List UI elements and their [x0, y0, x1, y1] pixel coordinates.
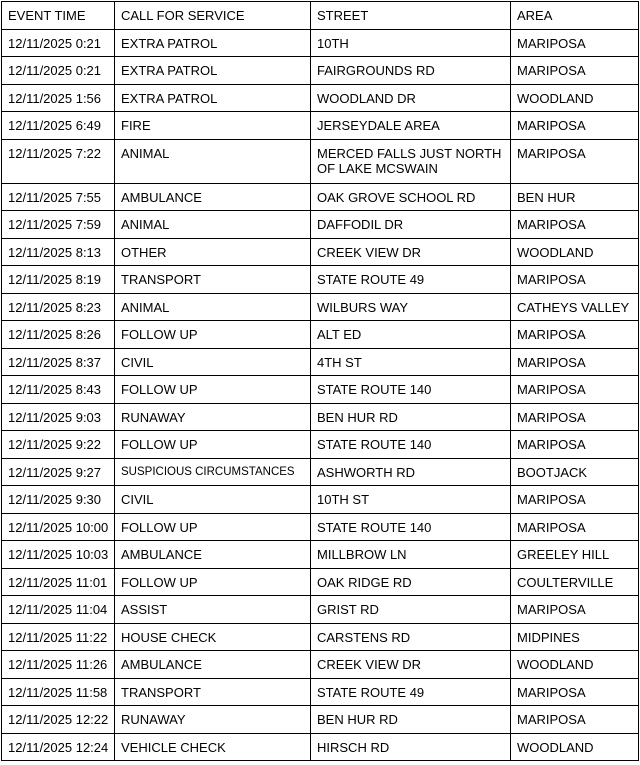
- cell-call-for-service: ASSIST: [115, 596, 311, 624]
- cell-call-for-service: FOLLOW UP: [115, 513, 311, 541]
- cell-call-for-service: FOLLOW UP: [115, 321, 311, 349]
- cell-area: MARIPOSA: [511, 486, 639, 514]
- table-row: [2, 541, 639, 569]
- table-row: [2, 568, 639, 596]
- cell-call-for-service: FIRE: [115, 112, 311, 140]
- header-call-for-service: CALL FOR SERVICE: [115, 2, 311, 30]
- cell-event-time: 12/11/2025 10:00: [2, 513, 115, 541]
- cell-street: BEN HUR RD: [311, 706, 511, 734]
- table-row: [2, 596, 639, 624]
- table-row: [2, 238, 639, 266]
- cell-area: COULTERVILLE: [511, 568, 639, 596]
- table-row: [2, 321, 639, 349]
- cell-event-time: 12/11/2025 1:56: [2, 84, 115, 112]
- table-row: [2, 403, 639, 431]
- cell-area: GREELEY HILL: [511, 541, 639, 569]
- cell-event-time: 12/11/2025 12:22: [2, 706, 115, 734]
- cell-call-for-service: AMBULANCE: [115, 541, 311, 569]
- cell-area: MARIPOSA: [511, 112, 639, 140]
- cell-street: HIRSCH RD: [311, 733, 511, 761]
- cell-call-for-service: RUNAWAY: [115, 706, 311, 734]
- cell-area: MARIPOSA: [511, 29, 639, 57]
- cell-call-for-service: ANIMAL: [115, 139, 311, 183]
- cell-area: MARIPOSA: [511, 321, 639, 349]
- table-row: [2, 486, 639, 514]
- cell-call-for-service: HOUSE CHECK: [115, 623, 311, 651]
- table-row: [2, 513, 639, 541]
- cell-event-time: 12/11/2025 11:58: [2, 678, 115, 706]
- table-row: [2, 29, 639, 57]
- cell-event-time: 12/11/2025 9:27: [2, 458, 115, 486]
- cell-street: STATE ROUTE 140: [311, 376, 511, 404]
- cell-area: MARIPOSA: [511, 348, 639, 376]
- cell-street: 4TH ST: [311, 348, 511, 376]
- header-area: AREA: [511, 2, 639, 30]
- cell-event-time: 12/11/2025 9:30: [2, 486, 115, 514]
- cell-event-time: 12/11/2025 8:23: [2, 293, 115, 321]
- cell-call-for-service: AMBULANCE: [115, 651, 311, 679]
- table-row: [2, 112, 639, 140]
- cell-street: BEN HUR RD: [311, 403, 511, 431]
- cell-event-time: 12/11/2025 8:19: [2, 266, 115, 294]
- cell-call-for-service: EXTRA PATROL: [115, 29, 311, 57]
- cell-street: ASHWORTH RD: [311, 458, 511, 486]
- cell-call-for-service: CIVIL: [115, 348, 311, 376]
- table-row: [2, 623, 639, 651]
- cell-area: MARIPOSA: [511, 403, 639, 431]
- cell-street: JERSEYDALE AREA: [311, 112, 511, 140]
- cell-event-time: 12/11/2025 0:21: [2, 57, 115, 85]
- cell-area: MARIPOSA: [511, 431, 639, 459]
- table-row: [2, 211, 639, 239]
- header-event-time: EVENT TIME: [2, 2, 115, 30]
- table-row: [2, 84, 639, 112]
- cell-call-for-service: EXTRA PATROL: [115, 57, 311, 85]
- cell-call-for-service: OTHER: [115, 238, 311, 266]
- cell-street: STATE ROUTE 49: [311, 266, 511, 294]
- cell-event-time: 12/11/2025 7:22: [2, 139, 115, 183]
- table-row: [2, 678, 639, 706]
- cell-street: WOODLAND DR: [311, 84, 511, 112]
- cell-street: STATE ROUTE 140: [311, 431, 511, 459]
- table-row: [2, 183, 639, 211]
- table-row: [2, 348, 639, 376]
- cell-call-for-service: VEHICLE CHECK: [115, 733, 311, 761]
- table-row: [2, 139, 639, 183]
- cell-area: MARIPOSA: [511, 266, 639, 294]
- table-row: [2, 733, 639, 761]
- cell-call-for-service: TRANSPORT: [115, 266, 311, 294]
- cell-call-for-service: TRANSPORT: [115, 678, 311, 706]
- cell-street: CARSTENS RD: [311, 623, 511, 651]
- cell-street: STATE ROUTE 140: [311, 513, 511, 541]
- cell-area: MARIPOSA: [511, 678, 639, 706]
- cell-street: OAK RIDGE RD: [311, 568, 511, 596]
- cell-street: 10TH: [311, 29, 511, 57]
- cell-area: WOODLAND: [511, 733, 639, 761]
- cell-area: BEN HUR: [511, 183, 639, 211]
- table-row: [2, 651, 639, 679]
- cell-event-time: 12/11/2025 7:59: [2, 211, 115, 239]
- cell-event-time: 12/11/2025 9:03: [2, 403, 115, 431]
- cell-call-for-service: AMBULANCE: [115, 183, 311, 211]
- table-body: [2, 29, 639, 761]
- table-row: [2, 293, 639, 321]
- cell-call-for-service: FOLLOW UP: [115, 568, 311, 596]
- cell-street: MILLBROW LN: [311, 541, 511, 569]
- cell-event-time: 12/11/2025 9:22: [2, 431, 115, 459]
- cell-event-time: 12/11/2025 0:21: [2, 29, 115, 57]
- cell-street: 10TH ST: [311, 486, 511, 514]
- cell-call-for-service: FOLLOW UP: [115, 376, 311, 404]
- cell-area: MARIPOSA: [511, 211, 639, 239]
- cell-area: MARIPOSA: [511, 706, 639, 734]
- cell-street: DAFFODIL DR: [311, 211, 511, 239]
- cell-event-time: 12/11/2025 10:03: [2, 541, 115, 569]
- cell-call-for-service: FOLLOW UP: [115, 431, 311, 459]
- cell-event-time: 12/11/2025 8:13: [2, 238, 115, 266]
- cell-event-time: 12/11/2025 12:24: [2, 733, 115, 761]
- cell-street: CREEK VIEW DR: [311, 651, 511, 679]
- cell-area: WOODLAND: [511, 84, 639, 112]
- cell-event-time: 12/11/2025 8:37: [2, 348, 115, 376]
- cell-call-for-service: RUNAWAY: [115, 403, 311, 431]
- cell-area: MIDPINES: [511, 623, 639, 651]
- cell-street: CREEK VIEW DR: [311, 238, 511, 266]
- cell-event-time: 12/11/2025 11:26: [2, 651, 115, 679]
- table-row: [2, 376, 639, 404]
- cell-call-for-service: CIVIL: [115, 486, 311, 514]
- table-row: [2, 266, 639, 294]
- cell-event-time: 12/11/2025 8:43: [2, 376, 115, 404]
- cell-street: GRIST RD: [311, 596, 511, 624]
- cell-area: WOODLAND: [511, 651, 639, 679]
- cell-area: MARIPOSA: [511, 376, 639, 404]
- cell-call-for-service: ANIMAL: [115, 293, 311, 321]
- table-row: [2, 57, 639, 85]
- cell-event-time: 12/11/2025 11:01: [2, 568, 115, 596]
- header-street: STREET: [311, 2, 511, 30]
- cell-area: MARIPOSA: [511, 513, 639, 541]
- call-log-table: [1, 1, 639, 761]
- cell-event-time: 12/11/2025 8:26: [2, 321, 115, 349]
- cell-event-time: 12/11/2025 7:55: [2, 183, 115, 211]
- cell-area: BOOTJACK: [511, 458, 639, 486]
- cell-area: MARIPOSA: [511, 139, 639, 183]
- cell-street: OAK GROVE SCHOOL RD: [311, 183, 511, 211]
- cell-area: MARIPOSA: [511, 57, 639, 85]
- cell-call-for-service: ANIMAL: [115, 211, 311, 239]
- cell-area: MARIPOSA: [511, 596, 639, 624]
- cell-call-for-service: SUSPICIOUS CIRCUMSTANCES: [115, 458, 311, 486]
- cell-street: ALT ED: [311, 321, 511, 349]
- cell-street: WILBURS WAY: [311, 293, 511, 321]
- cell-area: CATHEYS VALLEY: [511, 293, 639, 321]
- cell-event-time: 12/11/2025 11:22: [2, 623, 115, 651]
- cell-street: MERCED FALLS JUST NORTH OF LAKE MCSWAIN: [311, 139, 511, 183]
- cell-event-time: 12/11/2025 6:49: [2, 112, 115, 140]
- cell-street: STATE ROUTE 49: [311, 678, 511, 706]
- cell-street: FAIRGROUNDS RD: [311, 57, 511, 85]
- cell-event-time: 12/11/2025 11:04: [2, 596, 115, 624]
- cell-call-for-service: EXTRA PATROL: [115, 84, 311, 112]
- header-row: [2, 2, 639, 30]
- cell-area: WOODLAND: [511, 238, 639, 266]
- table-row: [2, 706, 639, 734]
- table-row: [2, 458, 639, 486]
- table-row: [2, 431, 639, 459]
